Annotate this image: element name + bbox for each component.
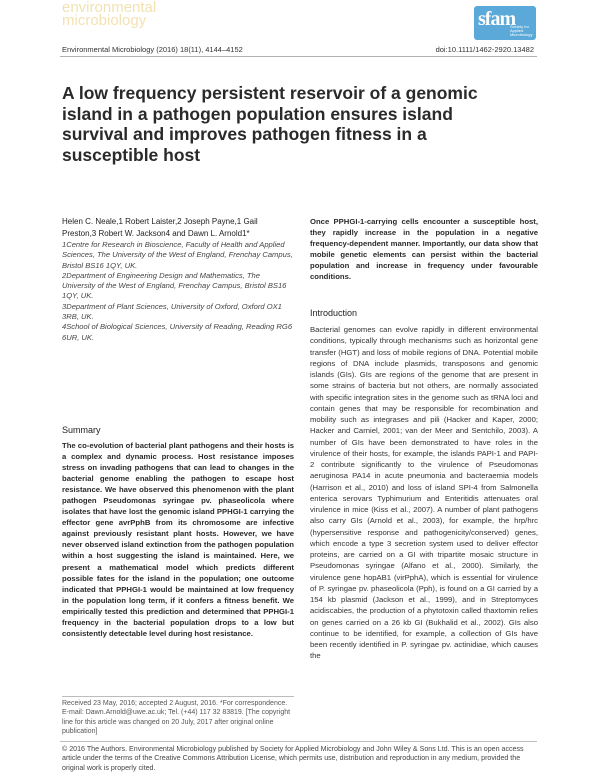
received-note: Received 23 May, 2016; accepted 2 August, 2016. *For correspondence. E-mail: Dawn.Arnold@uwe.ac.uk; Tel. (+44) 117 32 83819. [The copyright line for this article was changed on 20 July, 2017 after original online publication] bbox=[62, 700, 291, 736]
license-footer: © 2016 The Authors. Environmental Microbiology published by Society for Applied Microbiology and John Wiley & Sons Ltd. This is an open access article under the terms of the Creative Commons Attribution License, which permits use, distribution and reproduction in any medium, provided the original work is properly cited. bbox=[62, 745, 524, 772]
introduction-heading: Introduction bbox=[310, 308, 358, 318]
introduction-text: Bacterial genomes can evolve rapidly in different environmental conditions, typically through mechanisms such as horizontal gene transfer (HGT) and loss of mobile regions of DNA. Potential mobile regions of DNA include plasmids, transposons and genomic islands (GIs). GIs are regions of the genome that are present in some strains of bacteria but not others, are normally associated with specific integration sites in the genome such as tRNA loci and contain genes that may be responsible for recombination and mobility such as integrases and pili (Hacker and Kaper, 2000; Hacker and Carniel, 2001; van der Meer and Sentchilo, 2003). A number of GIs have been demonstrated to have roles in the virulence of their hosts, for example, the islands PAPI-1 and PAPI-2 contribute significantly to the virulence of Pseudomonas aeruginosa PA14 in acute pneumonia and bacteraemia models (Harrison et al., 2010) and loss of island SPI-4 from Salmonella enterica serovars Typhimurium and Enteritidis attenuates oral virulence in mice (Kiss et al., 2007). A number of plant pathogens also carry GIs (Arnold et al., 2003), for example, the hrp/hrc (hypersensitive response and pathogenicity/conserved) genes, which encode a type 3 secretion system used to deliver effector proteins, are carried on a GI with tripartite mosaic structure in Pseudomonas syringae (Alfano et al., 2000). Similarly, the virulence gene hopAB1 (virPphA), which is essential for virulence of P. syringae pv. phaseolicola (Pph), is found on a GI carried by a 154 kb plasmid (Jackson et al., 1999), and in Streptomyces acidiscabies, the production of a phytotoxin called thaxtomin relies on genes carried on a 26 kb GI (Bukhalid et al., 2002). GIs also continue to be identified, for example, a collection of GIs have been recently identified in P. syringae pv. actinidiae, which causes the bbox=[310, 325, 538, 661]
journal-name bbox=[62, 1, 222, 27]
received-rule bbox=[62, 696, 294, 697]
affiliation-1: 1Centre for Research in Bioscience, Faculty of Health and Applied Sciences, The University of the West of England, Frenchay Campus, Bristol BS16 1QY, UK. bbox=[62, 240, 293, 270]
journal-name-line2: microbiology bbox=[62, 12, 147, 29]
logo-subtitle: Society for Applied Microbiology bbox=[510, 24, 533, 37]
author-list: Helen C. Neale,1 Robert Laister,2 Joseph Payne,1 Gail Preston,3 Robert W. Jackson4 and Dawn L. Arnold1* bbox=[62, 217, 258, 238]
summary-continued: Once PPHGI-1-carrying cells encounter a susceptible host, they rapidly increase in the population in a negative frequency-dependent manner. Importantly, our data show that mobile genetic elements can persist within the bacterial population and increase in frequency under favourable conditions. bbox=[310, 217, 538, 282]
journal-citation: Environmental Microbiology (2016) 18(11), 4144–4152 bbox=[62, 45, 243, 54]
doi: doi:10.1111/1462-2920.13482 bbox=[435, 45, 534, 54]
affiliation-2: 2Department of Engineering Design and Mathematics, The University of the West of England, Frenchay Campus, Bristol BS16 1QY, UK. bbox=[62, 270, 287, 301]
footer-rule bbox=[60, 741, 537, 742]
author-block bbox=[62, 216, 294, 343]
article-title: A low frequency persistent reservoir of a genomic island in a pathogen population ensures island survival and improves pathogen fitness in a susceptible host bbox=[62, 83, 478, 165]
sfam-logo bbox=[474, 6, 536, 40]
affiliation-4: 4School of Biological Sciences, University of Reading, Reading RG6 6UR, UK. bbox=[62, 322, 293, 342]
affiliation-3: 3Department of Plant Sciences, University of Oxford, Oxford OX1 3RB, UK. bbox=[62, 301, 282, 322]
header-rule bbox=[60, 56, 537, 57]
logo-text: sfam bbox=[478, 8, 516, 30]
summary-heading: Summary bbox=[62, 425, 101, 435]
summary-text: The co-evolution of bacterial plant pathogens and their hosts is a complex and dynamic process. Host resistance imposes stress on invading pathogens that can lead to changes in the bacterial genome enabling the pathogen to escape host resistance. We have observed this phenomenon with the plant pathogen Pseudomonas syringae pv. phaseolicola where isolates that have lost the genomic island PPHGI-1 carrying the effector gene avrPphB from its chromosome are infective against previously resistant plant hosts. However, we have never observed island extinction from the pathogen population within a host suggesting the island is maintained. Here, we present a mathematical model which predicts different possible fates for the island in the population; one outcome indicated that PPHGI-1 would be maintained at low frequency in the population long term, if it confers a fitness benefit. We empirically tested this prediction and determined that PPHGI-1 frequency in the bacterial population drops to a low but consistently detectable level during host resistance. bbox=[62, 441, 294, 638]
journal-name-line1: environmental bbox=[62, 0, 157, 16]
